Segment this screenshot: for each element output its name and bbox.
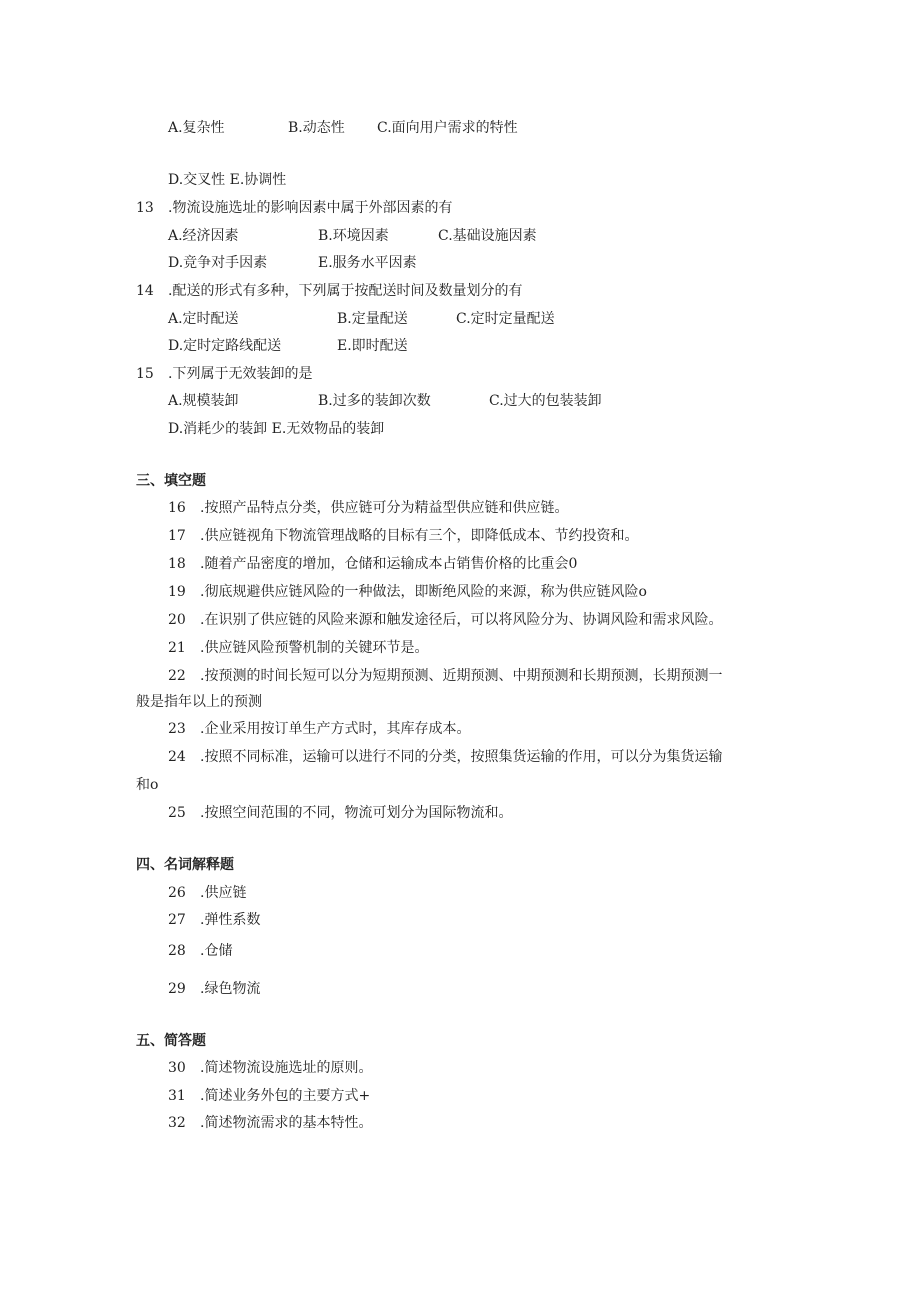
question-15 — [136, 364, 312, 384]
question-number: 21 — [168, 640, 186, 656]
question-number: 17 — [168, 528, 186, 544]
question-24 — [168, 747, 722, 767]
question-number: 31 — [168, 1088, 186, 1104]
question-29 — [168, 979, 260, 999]
q15-option-c: C.过大的包装装卸 — [489, 393, 602, 409]
question-31 — [168, 1086, 370, 1106]
q14-option-a: A.定时配送 — [168, 311, 239, 327]
question-number: 16 — [168, 500, 186, 516]
question-text: .物流设施选址的影响因素中属于外部因素的有 — [168, 200, 453, 216]
question-number: 28 — [168, 943, 186, 959]
question-text: .弹性系数 — [200, 912, 261, 928]
question-14 — [136, 281, 522, 301]
q14-option-c: C.定时定量配送 — [456, 311, 555, 327]
q13-option-b: B.环境因素 — [318, 228, 389, 244]
question-text: .简述物流设施选址的原则。 — [200, 1060, 373, 1076]
q13-option-a: A.经济因素 — [168, 228, 239, 244]
question-text: .彻底规避供应链风险的一种做法，即断绝风险的来源，称为供应链风险o — [200, 584, 647, 600]
question-24-continued: 和o — [136, 777, 159, 793]
q15-option-b: B.过多的装卸次数 — [318, 393, 431, 409]
question-number: 14 — [136, 283, 154, 299]
question-number: 26 — [168, 885, 186, 901]
question-17 — [168, 526, 638, 546]
q13-option-c: C.基础设施因素 — [438, 228, 537, 244]
question-text: .按照不同标准，运输可以进行不同的分类，按照集货运输的作用，可以分为集货运输 — [200, 749, 723, 765]
question-32 — [168, 1113, 372, 1133]
question-text: .供应链风险预警机制的关键环节是。 — [200, 640, 429, 656]
question-26 — [168, 883, 246, 903]
question-30 — [168, 1058, 372, 1078]
question-number: 25 — [168, 805, 186, 821]
question-number: 15 — [136, 366, 154, 382]
question-16 — [168, 498, 568, 518]
question-number: 23 — [168, 721, 186, 737]
q14-option-d: D.定时定路线配送 — [168, 338, 282, 354]
q14-option-e: E.即时配送 — [337, 338, 408, 354]
question-text: .随着产品密度的增加，仓储和运输成本占销售价格的比重会0 — [200, 556, 578, 572]
question-number: 27 — [168, 912, 186, 928]
question-number: 19 — [168, 584, 186, 600]
question-number: 22 — [168, 668, 186, 684]
question-22-continued: 般是指年以上的预测 — [136, 694, 262, 710]
question-text: .供应链 — [200, 885, 247, 901]
q15-option-a: A.规模装卸 — [168, 393, 239, 409]
q12-option-b: B.动态性 — [288, 120, 345, 136]
question-text: .在识别了供应链的风险来源和触发途径后，可以将风险分为、协调风险和需求风险。 — [200, 612, 723, 628]
question-number: 13 — [136, 200, 154, 216]
q12-option-a: A.复杂性 — [168, 120, 225, 136]
question-text: .供应链视角下物流管理战略的目标有三个，即降低成本、节约投资和。 — [200, 528, 639, 544]
question-text: .绿色物流 — [200, 981, 261, 997]
question-27 — [168, 910, 260, 930]
q12-option-c: C.面向用户需求的特性 — [377, 120, 518, 136]
section-5-title: 五、简答题 — [136, 1033, 206, 1049]
question-text: .企业采用按订单生产方式时，其库存成本。 — [200, 721, 471, 737]
question-18 — [168, 554, 577, 574]
question-text: .按预测的时间长短可以分为短期预测、近期预测、中期预测和长期预测，长期预测一 — [200, 668, 723, 684]
q14-option-b: B.定量配送 — [337, 311, 408, 327]
section-4-title: 四、名词解释题 — [136, 857, 234, 873]
question-text: .仓储 — [200, 943, 233, 959]
question-text: .按照产品特点分类，供应链可分为精益型供应链和供应链。 — [200, 500, 569, 516]
question-text: .简述业务外包的主要方式+ — [200, 1088, 371, 1104]
question-number: 24 — [168, 749, 186, 765]
question-25 — [168, 803, 512, 823]
question-19 — [168, 582, 647, 602]
question-21 — [168, 638, 428, 658]
question-text: .配送的形式有多种，下列属于按配送时间及数量划分的有 — [168, 283, 523, 299]
q15-option-de: D.消耗少的装卸 E.无效物品的装卸 — [168, 421, 385, 437]
question-number: 20 — [168, 612, 186, 628]
question-28 — [168, 941, 232, 961]
q13-option-d: D.竞争对手因素 — [168, 255, 268, 271]
q13-option-e: E.服务水平因素 — [318, 255, 417, 271]
question-20 — [168, 610, 722, 630]
question-number: 29 — [168, 981, 186, 997]
question-text: .按照空间范围的不同，物流可划分为国际物流和。 — [200, 805, 513, 821]
section-3-title: 三、填空题 — [136, 473, 206, 489]
question-text: .简述物流需求的基本特性。 — [200, 1115, 373, 1131]
question-text: .下列属于无效装卸的是 — [168, 366, 313, 382]
question-number: 30 — [168, 1060, 186, 1076]
q12-option-de: D.交叉性 E.协调性 — [168, 172, 287, 188]
question-23 — [168, 719, 470, 739]
question-number: 32 — [168, 1115, 186, 1131]
question-22 — [168, 666, 722, 686]
question-number: 18 — [168, 556, 186, 572]
question-13 — [136, 198, 452, 218]
